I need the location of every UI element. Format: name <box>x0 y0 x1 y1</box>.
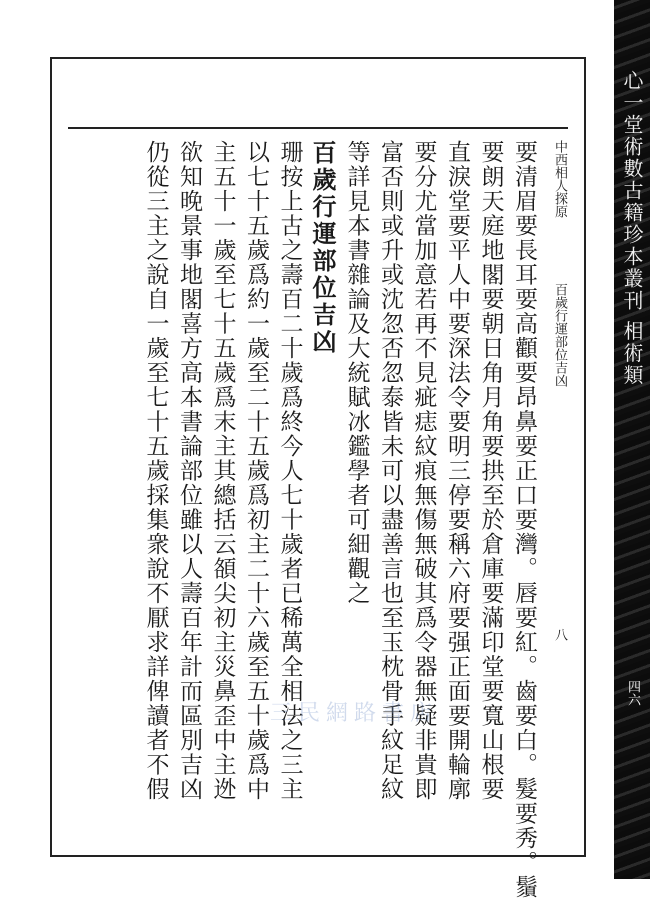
series-title: 心一堂術數古籍珍本叢刊 相術類 <box>620 70 644 387</box>
section-heading: 百歲行運部位吉凶 <box>308 140 337 356</box>
text-line: 主五十一歲至七十五歲爲末主其總括云頟尖初主災鼻歪中主迯 <box>209 140 236 802</box>
body-text <box>138 140 540 900</box>
text-line: 富否則或升或沈忽否忽泰皆未可以盡善言也至玉枕骨手紋足紋 <box>377 140 403 802</box>
series-page-number: 四六 <box>625 680 640 706</box>
text-line: 欲知晚景事地閣喜方高本書論部位雖以人壽百年計而區別吉凶 <box>176 140 202 802</box>
watermark: 三民網路書店 <box>270 700 439 725</box>
section-title: 百歲行運部位吉凶 <box>552 283 567 387</box>
text-line: 要朗天庭地閣要朝日角月角要拱至於倉庫要滿印堂要寬山根要 <box>477 140 504 802</box>
page-number: 八 <box>552 628 567 641</box>
text-line: 要清眉要長耳要高顴要昂鼻要正口要灣。唇要紅。齒要白。髮要秀。鬚 <box>511 140 537 900</box>
page-text <box>70 140 570 900</box>
text-line: 珊按上古之壽百二十歲爲終今人七十歲者已稀萬全相法之三主 <box>276 140 303 802</box>
top-rule <box>68 127 568 129</box>
text-line: 以七十五歲爲約一歲至二十五歲爲初主二十六歲至五十歲爲中 <box>243 140 269 802</box>
text-line: 直淚堂要平人中要深法令要明三停要稱六府要强正面要開輪廓 <box>444 140 470 802</box>
book-title: 中西相人探原 <box>552 140 567 218</box>
text-line: 要分尤當加意若再不見疵痣紋痕無傷無破其爲令器無疑非貴即 <box>410 140 437 802</box>
text-line: 仍從三主之說自一歲至七十五歲採集衆說不厭求詳俾讀者不假 <box>142 140 169 802</box>
text-line: 等詳見本書雜論及大統賦冰鑑學者可細觀之 <box>343 140 370 606</box>
running-header <box>548 140 570 840</box>
side-ornament-strip <box>614 0 650 879</box>
